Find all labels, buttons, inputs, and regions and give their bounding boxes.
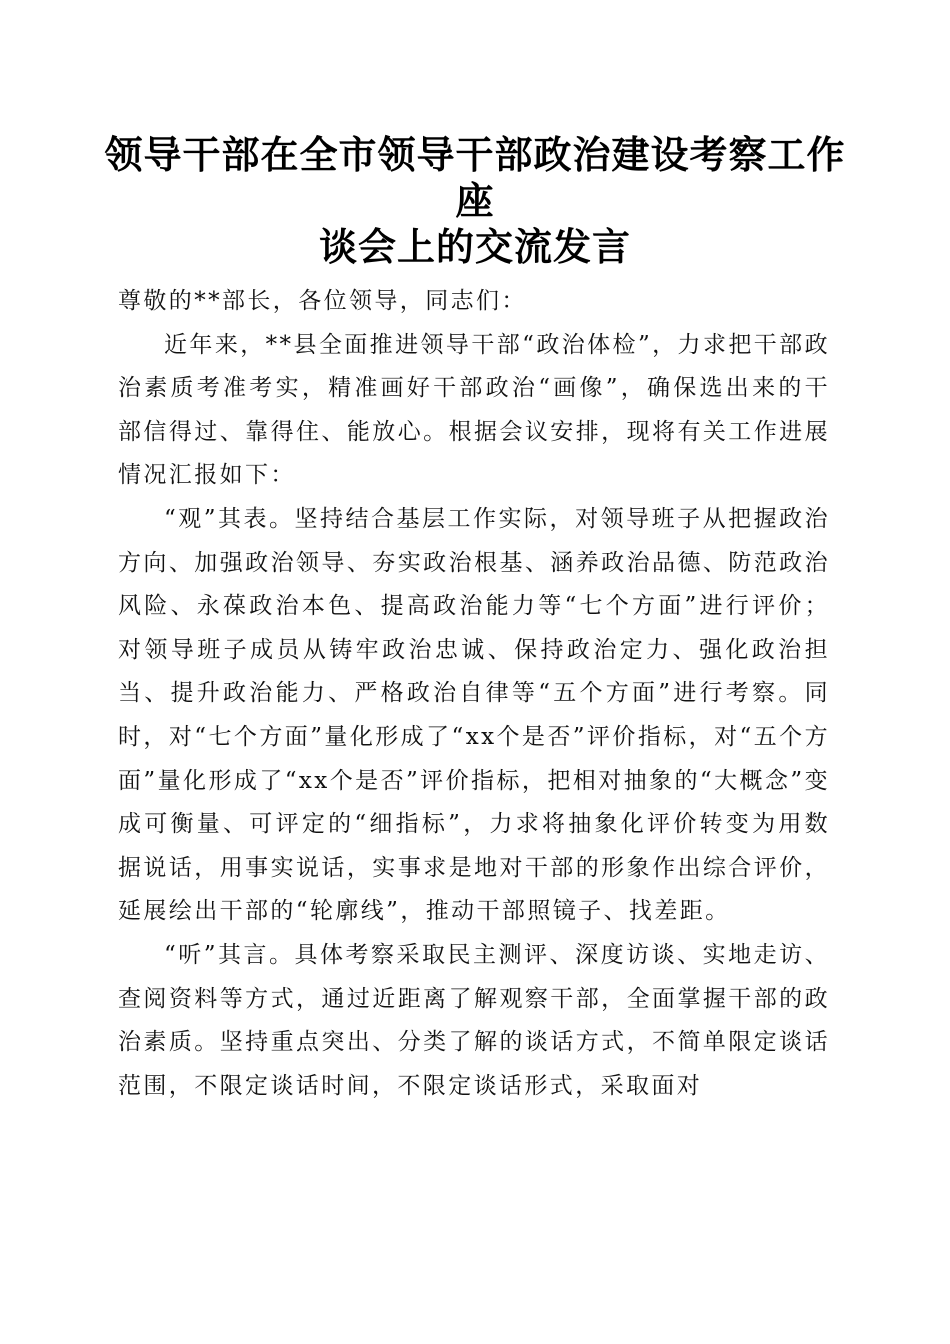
document-body	[118, 280, 830, 1108]
salutation: 尊敬的**部长，各位领导，同志们：	[118, 288, 527, 314]
title-line-1: 领导干部在全市领导干部政治建设考察工作座	[104, 132, 846, 223]
paragraph-listen: “听”其言。具体考察采取民主测评、深度访谈、实地走访、查阅资料等方式，通过近距离了解观察干部，全面掌握干部的政治素质。坚持重点突出、分类了解的谈话方式，不简单限定谈话范围，不限定谈话时间，不限定谈话形式，采取面对	[118, 941, 830, 1099]
paragraph-intro: 近年来，**县全面推进领导干部“政治体检”，力求把干部政治素质考准考实，精准画好干部政治“画像”，确保选出来的干部信得过、靠得住、能放心。根据会议安排，现将有关工作进展情况汇报如下：	[118, 331, 830, 489]
title-line-2: 谈会上的交流发言	[318, 224, 631, 269]
paragraph-observe: “观”其表。坚持结合基层工作实际，对领导班子从把握政治方向、加强政治领导、夯实政治根基、涵养政治品德、防范政治风险、永葆政治本色、提高政治能力等“七个方面”进行评价；对领导班子成员从铸牢政治忠诚、保持政治定力、强化政治担当、提升政治能力、严格政治自律等“五个方面”进行考察。同时，对“七个方面”量化形成了“xx个是否”评价指标，对“五个方面”量化形成了“xx个是否”评价指标，把相对抽象的“大概念”变成可衡量、可评定的“细指标”，力求将抽象化评价转变为用数据说话，用事实说话，实事求是地对干部的形象作出综合评价，延展绘出干部的“轮廓线”，推动干部照镜子、找差距。	[118, 505, 830, 925]
document-title	[100, 132, 850, 270]
